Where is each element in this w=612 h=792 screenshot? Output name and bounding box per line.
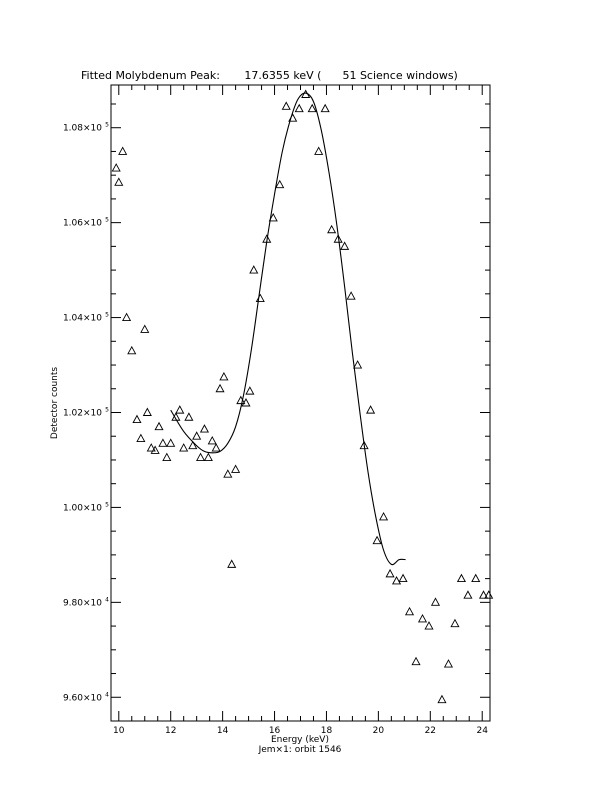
- data-point: [451, 620, 459, 627]
- data-point: [232, 465, 240, 472]
- data-point: [399, 575, 407, 582]
- data-point: [151, 446, 159, 453]
- fit-curve: [171, 93, 406, 565]
- y-tick-label: 1.02×10: [62, 408, 102, 419]
- data-point: [367, 406, 375, 413]
- y-tick-label-exponent: 5: [105, 216, 109, 224]
- data-point: [458, 575, 466, 582]
- y-tick-label-exponent: 5: [105, 501, 109, 509]
- data-point: [159, 439, 167, 446]
- data-point: [208, 437, 216, 444]
- data-point: [438, 696, 446, 703]
- data-point: [180, 444, 188, 451]
- data-point: [144, 408, 152, 415]
- data-point: [201, 425, 209, 432]
- x-tick-label: 24: [476, 726, 488, 736]
- data-point: [133, 416, 141, 423]
- data-point: [212, 444, 220, 451]
- y-tick-label: 1.00×10: [62, 503, 102, 514]
- data-point: [341, 242, 349, 249]
- data-point: [216, 385, 224, 392]
- data-point: [432, 598, 440, 605]
- data-point: [128, 347, 136, 354]
- data-point: [246, 387, 254, 394]
- y-tick-label-exponent: 4: [105, 691, 109, 699]
- x-tick-label: 20: [372, 726, 385, 736]
- data-point: [406, 608, 414, 615]
- y-tick-label-exponent: 5: [105, 121, 109, 129]
- data-point: [185, 413, 193, 420]
- data-point: [425, 622, 433, 629]
- x-axis-label: Energy (keV): [271, 735, 329, 745]
- y-tick-label-exponent: 5: [105, 406, 109, 414]
- data-point: [321, 105, 329, 112]
- y-axis-label: Detector counts: [50, 366, 60, 440]
- y-tick-label: 1.04×10: [62, 313, 102, 324]
- data-point: [256, 295, 264, 302]
- data-point: [205, 454, 213, 461]
- y-tick-label-exponent: 4: [105, 596, 109, 604]
- data-point: [147, 444, 155, 451]
- data-point: [242, 399, 250, 406]
- data-point: [472, 575, 480, 582]
- data-point: [328, 226, 336, 233]
- data-point: [347, 292, 355, 299]
- data-point: [176, 406, 184, 413]
- plot-frame: [111, 85, 490, 721]
- y-tick-label: 1.06×10: [62, 218, 102, 229]
- y-tick-label: 9.60×10: [62, 693, 102, 704]
- data-point: [197, 454, 205, 461]
- y-tick-label: 1.08×10: [62, 123, 102, 134]
- data-point: [445, 660, 453, 667]
- data-point: [115, 178, 123, 185]
- x-tick-label: 16: [268, 726, 281, 736]
- data-point: [315, 147, 323, 154]
- data-point: [412, 658, 420, 665]
- data-point: [480, 591, 488, 598]
- x-tick-label: 22: [424, 726, 437, 736]
- data-point: [123, 314, 131, 321]
- data-point: [393, 577, 401, 584]
- data-point: [386, 570, 394, 577]
- data-points: [112, 90, 492, 702]
- data-point: [155, 423, 163, 430]
- data-point: [163, 454, 171, 461]
- data-point: [419, 615, 427, 622]
- data-point: [119, 147, 127, 154]
- data-point: [167, 439, 175, 446]
- data-point: [141, 325, 149, 332]
- x-tick-label: 12: [164, 726, 177, 736]
- x-axis-subcaption: Jem×1: orbit 1546: [258, 745, 342, 755]
- data-point: [250, 266, 258, 273]
- data-point: [220, 373, 228, 380]
- data-point: [228, 560, 236, 567]
- x-tick-label: 18: [320, 726, 333, 736]
- data-point: [485, 591, 493, 598]
- data-point: [380, 513, 388, 520]
- y-tick-label: 9.80×10: [62, 598, 102, 609]
- data-point: [295, 105, 303, 112]
- x-axis: [113, 85, 488, 736]
- x-tick-label: 10: [113, 726, 125, 736]
- data-point: [224, 470, 232, 477]
- chart-title: Fitted Molybdenum Peak: 17.6355 keV ( 51 Science windows): [81, 69, 458, 82]
- data-point: [464, 591, 472, 598]
- data-point: [137, 435, 145, 442]
- data-point: [282, 102, 290, 109]
- data-point: [354, 361, 362, 368]
- x-tick-label: 14: [216, 726, 229, 736]
- data-point: [112, 164, 120, 171]
- data-point: [193, 432, 201, 439]
- y-tick-label-exponent: 5: [105, 311, 109, 319]
